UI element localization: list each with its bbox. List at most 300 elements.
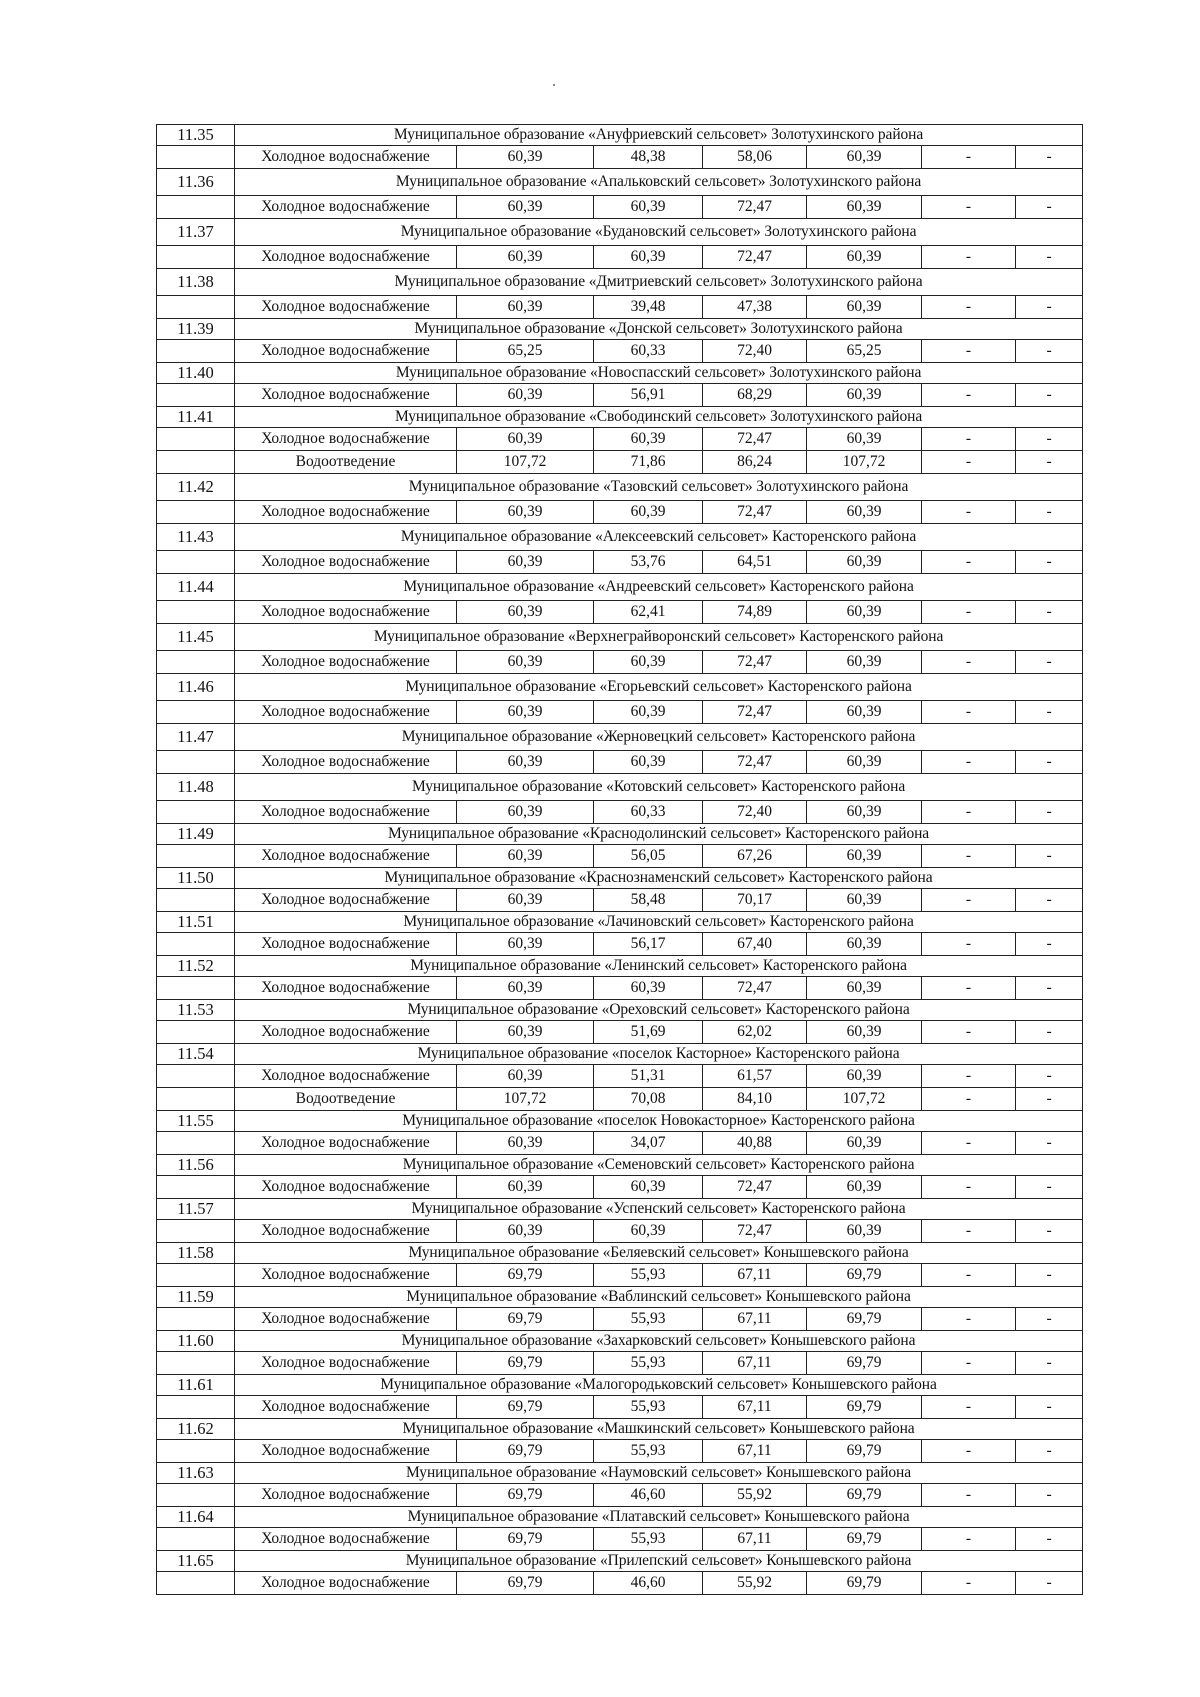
tariff-value-5: - <box>922 1352 1016 1375</box>
section-number: 11.48 <box>157 774 235 801</box>
tariff-value-4: 65,25 <box>807 340 922 363</box>
tariff-value-5: - <box>922 1132 1016 1155</box>
section-number: 11.36 <box>157 169 235 196</box>
tariff-value-6: - <box>1016 1572 1083 1595</box>
tariff-value-3: 40,88 <box>703 1132 807 1155</box>
tariff-value-2: 51,69 <box>594 1021 703 1044</box>
empty-number-cell <box>157 1264 235 1287</box>
section-number: 11.61 <box>157 1375 235 1396</box>
tariff-value-6: - <box>1016 1264 1083 1287</box>
service-name: Холодное водоснабжение <box>235 196 457 219</box>
tariff-row <box>157 801 1083 824</box>
tariff-value-5: - <box>922 384 1016 407</box>
tariff-value-4: 60,39 <box>807 701 922 724</box>
tariff-value-5: - <box>922 1176 1016 1199</box>
municipality-title: Муниципальное образование «Ваблинский сельсовет» Конышевского района <box>235 1287 1083 1308</box>
tariff-value-1: 60,39 <box>457 601 594 624</box>
tariff-value-5: - <box>922 1396 1016 1419</box>
section-header-row <box>157 407 1083 428</box>
tariff-value-2: 60,39 <box>594 246 703 269</box>
section-number: 11.50 <box>157 868 235 889</box>
tariff-value-6: - <box>1016 146 1083 169</box>
empty-number-cell <box>157 501 235 524</box>
section-header-row <box>157 824 1083 845</box>
tariff-row <box>157 246 1083 269</box>
section-header-row <box>157 1243 1083 1264</box>
tariff-value-2: 60,39 <box>594 428 703 451</box>
empty-number-cell <box>157 296 235 319</box>
section-number: 11.41 <box>157 407 235 428</box>
tariff-value-3: 72,47 <box>703 977 807 1000</box>
empty-number-cell <box>157 551 235 574</box>
section-header-row <box>157 774 1083 801</box>
tariff-value-3: 64,51 <box>703 551 807 574</box>
municipality-title: Муниципальное образование «Донской сельсовет» Золотухинского района <box>235 319 1083 340</box>
section-header-row <box>157 1331 1083 1352</box>
section-number: 11.56 <box>157 1155 235 1176</box>
service-name: Холодное водоснабжение <box>235 889 457 912</box>
empty-number-cell <box>157 1396 235 1419</box>
tariff-value-2: 60,39 <box>594 1176 703 1199</box>
tariff-row <box>157 933 1083 956</box>
service-name: Водоотведение <box>235 1088 457 1111</box>
municipality-title: Муниципальное образование «Лачиновский сельсовет» Касторенского района <box>235 912 1083 933</box>
tariff-value-4: 69,79 <box>807 1396 922 1419</box>
tariff-value-4: 69,79 <box>807 1484 922 1507</box>
tariff-row <box>157 1176 1083 1199</box>
tariff-value-6: - <box>1016 384 1083 407</box>
service-name: Холодное водоснабжение <box>235 701 457 724</box>
service-name: Холодное водоснабжение <box>235 146 457 169</box>
tariff-row <box>157 340 1083 363</box>
tariff-value-3: 74,89 <box>703 601 807 624</box>
tariff-value-4: 107,72 <box>807 451 922 474</box>
tariff-value-2: 70,08 <box>594 1088 703 1111</box>
service-name: Холодное водоснабжение <box>235 1264 457 1287</box>
tariff-value-6: - <box>1016 1132 1083 1155</box>
tariff-value-6: - <box>1016 801 1083 824</box>
tariff-value-4: 60,39 <box>807 1021 922 1044</box>
section-number: 11.52 <box>157 956 235 977</box>
tariff-value-4: 60,39 <box>807 751 922 774</box>
service-name: Холодное водоснабжение <box>235 601 457 624</box>
service-name: Холодное водоснабжение <box>235 1021 457 1044</box>
tariff-value-5: - <box>922 146 1016 169</box>
empty-number-cell <box>157 1440 235 1463</box>
tariff-value-1: 69,79 <box>457 1484 594 1507</box>
empty-number-cell <box>157 1220 235 1243</box>
tariff-value-6: - <box>1016 1065 1083 1088</box>
municipality-title: Муниципальное образование «Краснодолинский сельсовет» Касторенского района <box>235 824 1083 845</box>
tariff-value-3: 67,11 <box>703 1440 807 1463</box>
tariff-value-5: - <box>922 1088 1016 1111</box>
section-header-row <box>157 1111 1083 1132</box>
tariff-value-3: 72,47 <box>703 1220 807 1243</box>
tariff-row <box>157 146 1083 169</box>
tariff-value-4: 60,39 <box>807 246 922 269</box>
tariff-value-5: - <box>922 651 1016 674</box>
section-header-row <box>157 1551 1083 1572</box>
tariff-value-1: 60,39 <box>457 1021 594 1044</box>
empty-number-cell <box>157 1088 235 1111</box>
tariff-value-6: - <box>1016 977 1083 1000</box>
tariff-value-1: 60,39 <box>457 146 594 169</box>
section-header-row <box>157 474 1083 501</box>
tariff-value-5: - <box>922 1264 1016 1287</box>
tariff-value-5: - <box>922 801 1016 824</box>
tariff-value-2: 55,93 <box>594 1308 703 1331</box>
tariff-row <box>157 1440 1083 1463</box>
tariff-value-1: 69,79 <box>457 1264 594 1287</box>
service-name: Холодное водоснабжение <box>235 1528 457 1551</box>
municipality-title: Муниципальное образование «Апальковский сельсовет» Золотухинского района <box>235 169 1083 196</box>
section-header-row <box>157 912 1083 933</box>
section-number: 11.53 <box>157 1000 235 1021</box>
service-name: Холодное водоснабжение <box>235 1572 457 1595</box>
tariff-value-6: - <box>1016 1528 1083 1551</box>
tariff-row <box>157 601 1083 624</box>
section-number: 11.46 <box>157 674 235 701</box>
tariff-row <box>157 1264 1083 1287</box>
tariff-value-6: - <box>1016 701 1083 724</box>
section-number: 11.65 <box>157 1551 235 1572</box>
municipality-title: Муниципальное образование «Андреевский сельсовет» Касторенского района <box>235 574 1083 601</box>
tariff-value-1: 107,72 <box>457 451 594 474</box>
section-number: 11.37 <box>157 219 235 246</box>
tariff-value-1: 69,79 <box>457 1308 594 1331</box>
tariff-value-3: 67,40 <box>703 933 807 956</box>
section-number: 11.51 <box>157 912 235 933</box>
tariff-value-2: 46,60 <box>594 1484 703 1507</box>
service-name: Холодное водоснабжение <box>235 1484 457 1507</box>
tariff-row <box>157 1484 1083 1507</box>
tariff-table-body <box>157 125 1083 1595</box>
tariff-row <box>157 1065 1083 1088</box>
service-name: Холодное водоснабжение <box>235 1352 457 1375</box>
empty-number-cell <box>157 1572 235 1595</box>
municipality-title: Муниципальное образование «Новоспасский сельсовет» Золотухинского района <box>235 363 1083 384</box>
section-header-row <box>157 524 1083 551</box>
tariff-value-5: - <box>922 1021 1016 1044</box>
empty-number-cell <box>157 340 235 363</box>
empty-number-cell <box>157 451 235 474</box>
section-number: 11.39 <box>157 319 235 340</box>
service-name: Водоотведение <box>235 451 457 474</box>
section-number: 11.54 <box>157 1044 235 1065</box>
tariff-value-2: 55,93 <box>594 1396 703 1419</box>
service-name: Холодное водоснабжение <box>235 1396 457 1419</box>
section-number: 11.59 <box>157 1287 235 1308</box>
municipality-title: Муниципальное образование «поселок Новокасторное» Касторенского района <box>235 1111 1083 1132</box>
section-header-row <box>157 1044 1083 1065</box>
tariff-value-1: 107,72 <box>457 1088 594 1111</box>
tariff-value-4: 69,79 <box>807 1440 922 1463</box>
municipality-title: Муниципальное образование «Машкинский сельсовет» Конышевского района <box>235 1419 1083 1440</box>
tariff-value-1: 60,39 <box>457 701 594 724</box>
section-header-row <box>157 1507 1083 1528</box>
tariff-value-1: 65,25 <box>457 340 594 363</box>
tariff-value-1: 60,39 <box>457 977 594 1000</box>
empty-number-cell <box>157 889 235 912</box>
tariff-value-1: 69,79 <box>457 1528 594 1551</box>
tariff-value-3: 72,40 <box>703 801 807 824</box>
tariff-value-3: 62,02 <box>703 1021 807 1044</box>
municipality-title: Муниципальное образование «Ореховский сельсовет» Касторенского района <box>235 1000 1083 1021</box>
tariff-value-4: 60,39 <box>807 384 922 407</box>
tariff-value-4: 60,39 <box>807 601 922 624</box>
service-name: Холодное водоснабжение <box>235 340 457 363</box>
tariff-value-2: 60,39 <box>594 196 703 219</box>
tariff-value-1: 60,39 <box>457 428 594 451</box>
tariff-value-2: 71,86 <box>594 451 703 474</box>
tariff-value-2: 39,48 <box>594 296 703 319</box>
tariff-value-6: - <box>1016 933 1083 956</box>
tariff-value-4: 60,39 <box>807 428 922 451</box>
tariff-row <box>157 551 1083 574</box>
tariff-value-2: 60,39 <box>594 701 703 724</box>
section-header-row <box>157 1419 1083 1440</box>
empty-number-cell <box>157 384 235 407</box>
tariff-value-5: - <box>922 551 1016 574</box>
section-header-row <box>157 1375 1083 1396</box>
empty-number-cell <box>157 146 235 169</box>
tariff-value-6: - <box>1016 428 1083 451</box>
tariff-row <box>157 501 1083 524</box>
empty-number-cell <box>157 977 235 1000</box>
empty-number-cell <box>157 933 235 956</box>
tariff-value-5: - <box>922 701 1016 724</box>
section-header-row <box>157 674 1083 701</box>
service-name: Холодное водоснабжение <box>235 845 457 868</box>
section-header-row <box>157 1199 1083 1220</box>
tariff-value-4: 69,79 <box>807 1572 922 1595</box>
service-name: Холодное водоснабжение <box>235 551 457 574</box>
tariff-value-6: - <box>1016 1088 1083 1111</box>
tariff-value-5: - <box>922 751 1016 774</box>
tariff-row <box>157 1132 1083 1155</box>
municipality-title: Муниципальное образование «Малогородьковский сельсовет» Конышевского района <box>235 1375 1083 1396</box>
tariff-value-4: 60,39 <box>807 1132 922 1155</box>
tariff-value-1: 60,39 <box>457 889 594 912</box>
tariff-value-1: 69,79 <box>457 1440 594 1463</box>
tariff-row <box>157 977 1083 1000</box>
empty-number-cell <box>157 246 235 269</box>
tariff-row <box>157 889 1083 912</box>
service-name: Холодное водоснабжение <box>235 1220 457 1243</box>
tariff-value-3: 68,29 <box>703 384 807 407</box>
municipality-title: Муниципальное образование «Семеновский сельсовет» Касторенского района <box>235 1155 1083 1176</box>
service-name: Холодное водоснабжение <box>235 501 457 524</box>
tariff-value-1: 60,39 <box>457 933 594 956</box>
empty-number-cell <box>157 801 235 824</box>
service-name: Холодное водоснабжение <box>235 933 457 956</box>
empty-number-cell <box>157 196 235 219</box>
tariff-value-5: - <box>922 933 1016 956</box>
tariff-row <box>157 428 1083 451</box>
tariff-value-6: - <box>1016 1440 1083 1463</box>
section-number: 11.55 <box>157 1111 235 1132</box>
tariff-row <box>157 1352 1083 1375</box>
municipality-title: Муниципальное образование «Краснознаменский сельсовет» Касторенского района <box>235 868 1083 889</box>
tariff-value-2: 60,39 <box>594 1220 703 1243</box>
tariff-value-5: - <box>922 1484 1016 1507</box>
service-name: Холодное водоснабжение <box>235 977 457 1000</box>
municipality-title: Муниципальное образование «Свободинский сельсовет» Золотухинского района <box>235 407 1083 428</box>
tariff-value-1: 69,79 <box>457 1572 594 1595</box>
tariff-row <box>157 1308 1083 1331</box>
service-name: Холодное водоснабжение <box>235 751 457 774</box>
municipality-title: Муниципальное образование «Егорьевский сельсовет» Касторенского района <box>235 674 1083 701</box>
tariff-row <box>157 1528 1083 1551</box>
service-name: Холодное водоснабжение <box>235 428 457 451</box>
tariff-value-3: 67,11 <box>703 1308 807 1331</box>
tariff-value-3: 67,11 <box>703 1396 807 1419</box>
tariff-value-1: 60,39 <box>457 501 594 524</box>
tariff-value-5: - <box>922 889 1016 912</box>
section-header-row <box>157 724 1083 751</box>
tariff-row <box>157 1021 1083 1044</box>
tariff-value-6: - <box>1016 889 1083 912</box>
tariff-value-4: 60,39 <box>807 801 922 824</box>
section-header-row <box>157 125 1083 146</box>
tariff-value-5: - <box>922 246 1016 269</box>
tariff-value-4: 60,39 <box>807 146 922 169</box>
section-header-row <box>157 219 1083 246</box>
municipality-title: Муниципальное образование «Алексеевский сельсовет» Касторенского района <box>235 524 1083 551</box>
municipality-title: Муниципальное образование «поселок Касторное» Касторенского района <box>235 1044 1083 1065</box>
section-header-row <box>157 169 1083 196</box>
tariff-value-6: - <box>1016 601 1083 624</box>
empty-number-cell <box>157 601 235 624</box>
service-name: Холодное водоснабжение <box>235 1065 457 1088</box>
tariff-row <box>157 196 1083 219</box>
section-number: 11.62 <box>157 1419 235 1440</box>
tariff-value-2: 60,33 <box>594 801 703 824</box>
tariff-value-3: 72,47 <box>703 751 807 774</box>
tariff-value-6: - <box>1016 1484 1083 1507</box>
tariff-value-5: - <box>922 845 1016 868</box>
tariff-value-4: 107,72 <box>807 1088 922 1111</box>
tariff-value-3: 67,11 <box>703 1352 807 1375</box>
empty-number-cell <box>157 845 235 868</box>
tariff-value-3: 72,47 <box>703 196 807 219</box>
tariff-value-5: - <box>922 340 1016 363</box>
section-header-row <box>157 868 1083 889</box>
tariff-value-1: 60,39 <box>457 551 594 574</box>
section-number: 11.64 <box>157 1507 235 1528</box>
section-number: 11.43 <box>157 524 235 551</box>
tariff-value-3: 72,47 <box>703 501 807 524</box>
tariff-value-4: 60,39 <box>807 1065 922 1088</box>
tariff-value-1: 69,79 <box>457 1396 594 1419</box>
empty-number-cell <box>157 1484 235 1507</box>
tariff-value-6: - <box>1016 1021 1083 1044</box>
tariff-value-2: 60,33 <box>594 340 703 363</box>
tariff-value-2: 60,39 <box>594 751 703 774</box>
tariff-value-5: - <box>922 1220 1016 1243</box>
section-number: 11.58 <box>157 1243 235 1264</box>
empty-number-cell <box>157 1021 235 1044</box>
service-name: Холодное водоснабжение <box>235 1132 457 1155</box>
empty-number-cell <box>157 651 235 674</box>
tariff-value-4: 60,39 <box>807 196 922 219</box>
tariff-value-1: 60,39 <box>457 1220 594 1243</box>
municipality-title: Муниципальное образование «Жерновецкий сельсовет» Касторенского района <box>235 724 1083 751</box>
municipality-title: Муниципальное образование «Наумовский сельсовет» Конышевского района <box>235 1463 1083 1484</box>
municipality-title: Муниципальное образование «Платавский сельсовет» Конышевского района <box>235 1507 1083 1528</box>
tariff-value-5: - <box>922 428 1016 451</box>
tariff-value-6: - <box>1016 1176 1083 1199</box>
tariff-row <box>157 451 1083 474</box>
tariff-value-6: - <box>1016 1352 1083 1375</box>
tariff-value-5: - <box>922 1065 1016 1088</box>
tariff-value-4: 60,39 <box>807 845 922 868</box>
empty-number-cell <box>157 1528 235 1551</box>
empty-number-cell <box>157 1176 235 1199</box>
tariff-value-4: 60,39 <box>807 651 922 674</box>
tariff-value-2: 55,93 <box>594 1264 703 1287</box>
tariff-value-3: 72,47 <box>703 701 807 724</box>
tariff-value-3: 67,26 <box>703 845 807 868</box>
tariff-value-5: - <box>922 1308 1016 1331</box>
tariff-value-2: 34,07 <box>594 1132 703 1155</box>
tariff-value-1: 60,39 <box>457 296 594 319</box>
tariff-value-1: 60,39 <box>457 246 594 269</box>
tariff-value-2: 56,17 <box>594 933 703 956</box>
tariff-value-1: 60,39 <box>457 1176 594 1199</box>
tariff-value-2: 55,93 <box>594 1352 703 1375</box>
section-header-row <box>157 624 1083 651</box>
section-number: 11.49 <box>157 824 235 845</box>
service-name: Холодное водоснабжение <box>235 1308 457 1331</box>
section-number: 11.63 <box>157 1463 235 1484</box>
service-name: Холодное водоснабжение <box>235 651 457 674</box>
section-header-row <box>157 1000 1083 1021</box>
tariff-row <box>157 1396 1083 1419</box>
section-header-row <box>157 363 1083 384</box>
section-header-row <box>157 269 1083 296</box>
tariff-value-6: - <box>1016 501 1083 524</box>
tariff-value-4: 60,39 <box>807 1220 922 1243</box>
municipality-title: Муниципальное образование «Беляевский сельсовет» Конышевского района <box>235 1243 1083 1264</box>
tariff-value-1: 69,79 <box>457 1352 594 1375</box>
tariff-value-2: 60,39 <box>594 501 703 524</box>
section-header-row <box>157 1463 1083 1484</box>
tariff-value-6: - <box>1016 196 1083 219</box>
tariff-value-4: 60,39 <box>807 551 922 574</box>
tariff-value-3: 67,11 <box>703 1264 807 1287</box>
tariff-value-2: 53,76 <box>594 551 703 574</box>
tariff-value-3: 67,11 <box>703 1528 807 1551</box>
tariff-value-6: - <box>1016 296 1083 319</box>
tariff-value-3: 72,40 <box>703 340 807 363</box>
section-number: 11.40 <box>157 363 235 384</box>
tariff-value-5: - <box>922 601 1016 624</box>
tariff-value-5: - <box>922 1440 1016 1463</box>
tariff-value-3: 84,10 <box>703 1088 807 1111</box>
tariff-value-1: 60,39 <box>457 801 594 824</box>
tariff-value-1: 60,39 <box>457 651 594 674</box>
tariff-value-1: 60,39 <box>457 384 594 407</box>
municipality-title: Муниципальное образование «Захарковский сельсовет» Конышевского района <box>235 1331 1083 1352</box>
service-name: Холодное водоснабжение <box>235 246 457 269</box>
section-number: 11.60 <box>157 1331 235 1352</box>
tariff-value-3: 70,17 <box>703 889 807 912</box>
tariff-value-4: 60,39 <box>807 296 922 319</box>
tariff-table <box>156 124 1083 1595</box>
tariff-row <box>157 845 1083 868</box>
service-name: Холодное водоснабжение <box>235 801 457 824</box>
